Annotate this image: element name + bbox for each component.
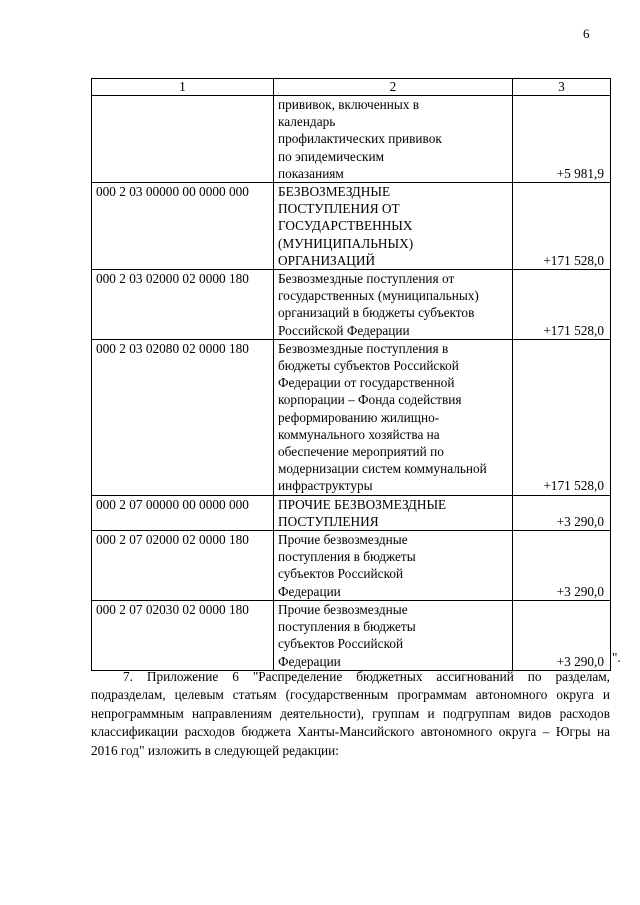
description-cell <box>274 183 513 270</box>
description-text: БЕЗВОЗМЕЗДНЫЕ ПОСТУПЛЕНИЯ ОТ ГОСУДАРСТВЕННЫХ (МУНИЦИПАЛЬНЫХ) ОРГАНИЗАЦИЙ <box>278 184 414 268</box>
page-number: 6 <box>583 26 590 41</box>
code-cell <box>92 96 274 183</box>
header-col-3: 3 <box>513 79 611 96</box>
amount-cell: +5 981,9 <box>513 96 611 183</box>
description-cell <box>274 495 513 530</box>
table-row <box>92 270 611 340</box>
header-col-2: 2 <box>274 79 513 96</box>
table-row <box>92 183 611 270</box>
budget-table <box>91 78 611 671</box>
code-cell: 000 2 03 02080 02 0000 180 <box>92 339 274 495</box>
description-text: ПРОЧИЕ БЕЗВОЗМЕЗДНЫЕ ПОСТУПЛЕНИЯ <box>278 496 447 529</box>
code-cell: 000 2 03 00000 00 0000 000 <box>92 183 274 270</box>
amount-cell: +171 528,0 <box>513 183 611 270</box>
description-cell <box>274 270 513 340</box>
header-col-1: 1 <box>92 79 274 96</box>
description-text: прививок, включенных в календарь профилактических прививок по эпидемическим показаниям <box>278 97 442 181</box>
amount-cell: +3 290,0 <box>513 600 611 670</box>
table-row <box>92 531 611 601</box>
code-cell: 000 2 03 02000 02 0000 180 <box>92 270 274 340</box>
description-cell <box>274 96 513 183</box>
code-cell: 000 2 07 00000 00 0000 000 <box>92 495 274 530</box>
table-row <box>92 96 611 183</box>
paragraph-item-7: 7. Приложение 6 "Распределение бюджетных ассигнований по разделам, подразделам, целевым статьям (государственным программам автономного округа и непрограммным направлениям деятельности), группам и подгруппам видов расходов классификации расходов бюджета Ханты-Мансийского автономного округа – Югры на 2016 год" изложить в следующей редакции: <box>91 669 610 758</box>
code-cell: 000 2 07 02030 02 0000 180 <box>92 600 274 670</box>
table-row <box>92 339 611 495</box>
table-row <box>92 600 611 670</box>
amount-cell: +3 290,0 <box>513 531 611 601</box>
code-cell: 000 2 07 02000 02 0000 180 <box>92 531 274 601</box>
table-header-row <box>92 79 611 96</box>
description-text: Безвозмездные поступления от государственных (муниципальных) организаций в бюджеты субъектов Российской Федерации <box>278 271 479 338</box>
description-text: Прочие безвозмездные поступления в бюджеты субъектов Российской Федерации <box>278 601 416 669</box>
description-cell <box>274 531 513 601</box>
table-row <box>92 495 611 530</box>
amount-cell: +3 290,0 <box>513 495 611 530</box>
description-text: Безвозмездные поступления в бюджеты субъектов Российской Федерации от государственной корпорации – Фонда содействия реформированию жилищно-коммунального хозяйства на обеспечение мероприятий по модернизации систем коммунальной инфраструктуры <box>278 340 487 494</box>
closing-quote: ". <box>612 650 621 665</box>
amount-cell: +171 528,0 <box>513 339 611 495</box>
description-cell <box>274 339 513 495</box>
description-text: Прочие безвозмездные поступления в бюджеты субъектов Российской Федерации <box>278 532 416 599</box>
amount-cell: +171 528,0 <box>513 270 611 340</box>
description-cell <box>274 600 513 670</box>
